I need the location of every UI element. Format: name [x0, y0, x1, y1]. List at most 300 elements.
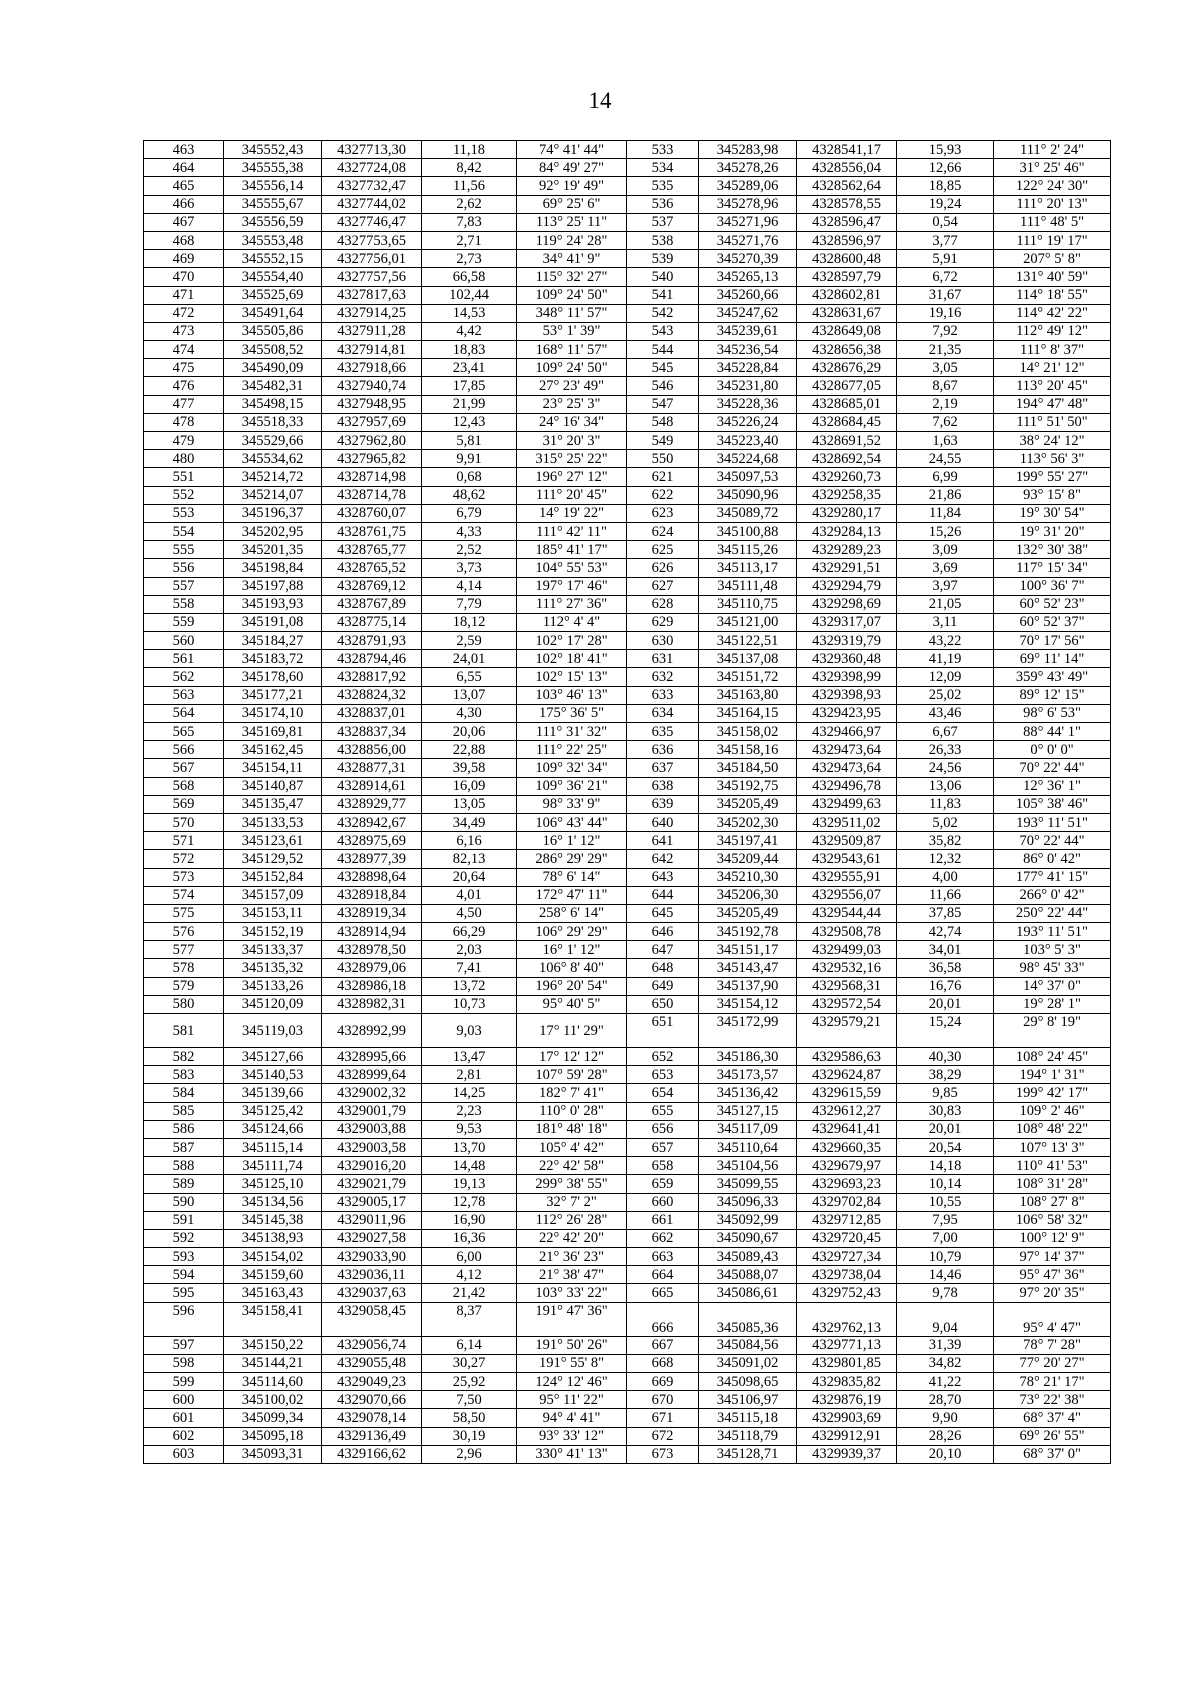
table-row: [144, 1266, 1111, 1284]
right-cell-col2: 345085,36: [699, 1302, 797, 1336]
right-cell-col4: 9,78: [897, 1284, 994, 1302]
right-cell-col5: 111° 8' 37": [994, 341, 1111, 359]
right-cell-col3: 4329762,13: [797, 1302, 897, 1336]
left-cell-col5: 21° 38' 47": [517, 1266, 627, 1284]
left-cell-col3: 4329056,74: [322, 1336, 422, 1354]
left-cell-col5: 34° 41' 9": [517, 250, 627, 268]
left-cell-col4: 7,83: [422, 213, 517, 231]
left-cell-col1: 471: [144, 286, 224, 304]
left-cell-col5: 24° 16' 34": [517, 413, 627, 431]
right-cell-col4: 9,90: [897, 1409, 994, 1427]
right-cell-col4: 1,63: [897, 432, 994, 450]
right-cell-col2: 345265,13: [699, 268, 797, 286]
left-cell-col4: 13,05: [422, 795, 517, 813]
left-cell-col1: 602: [144, 1427, 224, 1445]
right-cell-col2: 345231,80: [699, 377, 797, 395]
right-cell-col1: 534: [627, 159, 699, 177]
table-body: [144, 141, 1111, 1464]
left-cell-col3: 4328942,67: [322, 813, 422, 831]
left-cell-col2: 345183,72: [224, 650, 322, 668]
right-cell-col2: 345137,90: [699, 977, 797, 995]
right-cell-col1: 542: [627, 304, 699, 322]
table-row: [144, 395, 1111, 413]
left-cell-col5: 103° 46' 13": [517, 686, 627, 704]
left-cell-col1: 551: [144, 468, 224, 486]
left-cell-col5: 102° 18' 41": [517, 650, 627, 668]
right-cell-col3: 4328649,08: [797, 322, 897, 340]
right-cell-col3: 4328556,04: [797, 159, 897, 177]
right-cell-col4: 12,32: [897, 850, 994, 868]
right-cell-col3: 4328541,17: [797, 141, 897, 159]
right-cell-col5: 0° 0' 0": [994, 741, 1111, 759]
left-cell-col3: 4327753,65: [322, 231, 422, 249]
right-cell-col1: 669: [627, 1373, 699, 1391]
left-cell-col3: 4329058,45: [322, 1302, 422, 1336]
right-cell-col3: 4328684,45: [797, 413, 897, 431]
left-cell-col5: 31° 20' 3": [517, 432, 627, 450]
right-cell-col2: 345092,99: [699, 1211, 797, 1229]
left-cell-col2: 345114,60: [224, 1373, 322, 1391]
right-cell-col5: 60° 52' 23": [994, 595, 1111, 613]
right-cell-col4: 34,01: [897, 941, 994, 959]
right-cell-col4: 21,05: [897, 595, 994, 613]
right-cell-col4: 7,92: [897, 322, 994, 340]
left-cell-col1: 476: [144, 377, 224, 395]
right-cell-col1: 644: [627, 886, 699, 904]
right-cell-col5: 95° 4' 47": [994, 1302, 1111, 1336]
left-cell-col3: 4328767,89: [322, 595, 422, 613]
left-cell-col4: 6,55: [422, 668, 517, 686]
right-cell-col3: 4329752,43: [797, 1284, 897, 1302]
left-cell-col1: 552: [144, 486, 224, 504]
table-row: [144, 741, 1111, 759]
left-cell-col4: 39,58: [422, 759, 517, 777]
left-cell-col1: 592: [144, 1229, 224, 1247]
right-cell-col1: 535: [627, 177, 699, 195]
table-row: [144, 231, 1111, 249]
left-cell-col5: 191° 50' 26": [517, 1336, 627, 1354]
left-cell-col4: 23,41: [422, 359, 517, 377]
right-cell-col4: 9,85: [897, 1084, 994, 1102]
left-cell-col4: 0,68: [422, 468, 517, 486]
left-cell-col3: 4328977,39: [322, 850, 422, 868]
table-row: [144, 450, 1111, 468]
left-cell-col5: 69° 25' 6": [517, 195, 627, 213]
right-cell-col5: 73° 22' 38": [994, 1391, 1111, 1409]
right-cell-col2: 345088,07: [699, 1266, 797, 1284]
left-cell-col3: 4328914,94: [322, 923, 422, 941]
left-cell-col1: 565: [144, 723, 224, 741]
right-cell-col5: 359° 43' 49": [994, 668, 1111, 686]
left-cell-col5: 110° 0' 28": [517, 1102, 627, 1120]
left-cell-col3: 4328824,32: [322, 686, 422, 704]
right-cell-col5: 266° 0' 42": [994, 886, 1111, 904]
right-cell-col3: 4329771,13: [797, 1336, 897, 1354]
left-cell-col1: 599: [144, 1373, 224, 1391]
left-cell-col2: 345555,38: [224, 159, 322, 177]
right-cell-col5: 97° 14' 37": [994, 1248, 1111, 1266]
left-cell-col1: 579: [144, 977, 224, 995]
right-cell-col1: 622: [627, 486, 699, 504]
right-cell-col5: 70° 22' 44": [994, 759, 1111, 777]
table-row: [144, 959, 1111, 977]
left-cell-col2: 345525,69: [224, 286, 322, 304]
left-cell-col3: 4327914,25: [322, 304, 422, 322]
right-cell-col3: 4329496,78: [797, 777, 897, 795]
right-cell-col4: 15,24: [897, 1014, 994, 1048]
left-cell-col4: 7,41: [422, 959, 517, 977]
left-cell-col4: 4,30: [422, 704, 517, 722]
left-cell-col3: 4327957,69: [322, 413, 422, 431]
right-cell-col3: 4329543,61: [797, 850, 897, 868]
right-cell-col5: 194° 1' 31": [994, 1066, 1111, 1084]
left-cell-col4: 9,53: [422, 1120, 517, 1138]
right-cell-col4: 13,06: [897, 777, 994, 795]
right-cell-col5: 111° 2' 24": [994, 141, 1111, 159]
left-cell-col2: 345201,35: [224, 541, 322, 559]
right-cell-col1: 636: [627, 741, 699, 759]
right-cell-col2: 345111,48: [699, 577, 797, 595]
table-row: [144, 1354, 1111, 1372]
right-cell-col3: 4329508,78: [797, 923, 897, 941]
table-row: [144, 377, 1111, 395]
right-cell-col3: 4328578,55: [797, 195, 897, 213]
right-cell-col4: 6,67: [897, 723, 994, 741]
right-cell-col3: 4329473,64: [797, 759, 897, 777]
left-cell-col5: 106° 43' 44": [517, 813, 627, 831]
table-row: [144, 1211, 1111, 1229]
right-cell-col3: 4328677,05: [797, 377, 897, 395]
left-cell-col3: 4327724,08: [322, 159, 422, 177]
left-cell-col1: 556: [144, 559, 224, 577]
left-cell-col1: 563: [144, 686, 224, 704]
left-cell-col4: 24,01: [422, 650, 517, 668]
right-cell-col4: 21,35: [897, 341, 994, 359]
right-cell-col5: 113° 56' 3": [994, 450, 1111, 468]
left-cell-col4: 12,78: [422, 1193, 517, 1211]
table-row: [144, 1193, 1111, 1211]
right-cell-col4: 8,67: [897, 377, 994, 395]
left-cell-col1: 564: [144, 704, 224, 722]
table-row: [144, 977, 1111, 995]
right-cell-col5: 193° 11' 51": [994, 813, 1111, 831]
right-cell-col4: 24,56: [897, 759, 994, 777]
right-cell-col1: 662: [627, 1229, 699, 1247]
left-cell-col5: 84° 49' 27": [517, 159, 627, 177]
right-cell-col5: 77° 20' 27": [994, 1354, 1111, 1372]
left-cell-col2: 345140,53: [224, 1066, 322, 1084]
left-cell-col3: 4329136,49: [322, 1427, 422, 1445]
right-cell-col4: 16,76: [897, 977, 994, 995]
table-row: [144, 341, 1111, 359]
left-cell-col5: 111° 27' 36": [517, 595, 627, 613]
left-cell-col1: 593: [144, 1248, 224, 1266]
right-cell-col1: 666: [627, 1302, 699, 1336]
right-cell-col5: 111° 48' 5": [994, 213, 1111, 231]
right-cell-col4: 43,22: [897, 632, 994, 650]
right-cell-col1: 673: [627, 1445, 699, 1463]
left-cell-col3: 4328999,64: [322, 1066, 422, 1084]
table-row: [144, 286, 1111, 304]
right-cell-col1: 664: [627, 1266, 699, 1284]
left-cell-col5: 191° 55' 8": [517, 1354, 627, 1372]
left-cell-col5: 32° 7' 2": [517, 1193, 627, 1211]
right-cell-col1: 638: [627, 777, 699, 795]
table-row: [144, 632, 1111, 650]
left-cell-col1: 596: [144, 1302, 224, 1336]
left-cell-col5: 27° 23' 49": [517, 377, 627, 395]
table-row: [144, 1248, 1111, 1266]
right-cell-col4: 20,01: [897, 995, 994, 1013]
right-cell-col3: 4329702,84: [797, 1193, 897, 1211]
left-cell-col1: 584: [144, 1084, 224, 1102]
table-row: [144, 504, 1111, 522]
left-cell-col5: 119° 24' 28": [517, 231, 627, 249]
right-cell-col2: 345089,43: [699, 1248, 797, 1266]
left-cell-col1: 562: [144, 668, 224, 686]
left-cell-col2: 345202,95: [224, 522, 322, 540]
right-cell-col4: 12,09: [897, 668, 994, 686]
left-cell-col5: 112° 26' 28": [517, 1211, 627, 1229]
left-cell-col3: 4328791,93: [322, 632, 422, 650]
left-cell-col4: 2,59: [422, 632, 517, 650]
left-cell-col1: 588: [144, 1157, 224, 1175]
left-cell-col4: 14,25: [422, 1084, 517, 1102]
right-cell-col4: 4,00: [897, 868, 994, 886]
table-row: [144, 832, 1111, 850]
left-cell-col5: 17° 11' 29": [517, 1014, 627, 1048]
right-cell-col1: 655: [627, 1102, 699, 1120]
left-cell-col1: 569: [144, 795, 224, 813]
left-cell-col1: 463: [144, 141, 224, 159]
right-cell-col3: 4329473,64: [797, 741, 897, 759]
right-cell-col4: 6,72: [897, 268, 994, 286]
right-cell-col4: 10,79: [897, 1248, 994, 1266]
left-cell-col1: 560: [144, 632, 224, 650]
table-row: [144, 668, 1111, 686]
left-cell-col1: 570: [144, 813, 224, 831]
table-row: [144, 268, 1111, 286]
right-cell-col5: 250° 22' 44": [994, 904, 1111, 922]
left-cell-col5: 74° 41' 44": [517, 141, 627, 159]
left-cell-col4: 102,44: [422, 286, 517, 304]
right-cell-col2: 345158,02: [699, 723, 797, 741]
left-cell-col2: 345534,62: [224, 450, 322, 468]
left-cell-col4: 16,09: [422, 777, 517, 795]
right-cell-col3: 4329466,97: [797, 723, 897, 741]
right-cell-col2: 345089,72: [699, 504, 797, 522]
right-cell-col5: 108° 31' 28": [994, 1175, 1111, 1193]
right-cell-col3: 4329532,16: [797, 959, 897, 977]
right-cell-col3: 4329298,69: [797, 595, 897, 613]
right-cell-col1: 631: [627, 650, 699, 668]
right-cell-col4: 30,83: [897, 1102, 994, 1120]
left-cell-col5: 182° 7' 41": [517, 1084, 627, 1102]
right-cell-col3: 4329258,35: [797, 486, 897, 504]
table-row: [144, 795, 1111, 813]
left-cell-col3: 4327962,80: [322, 432, 422, 450]
right-cell-col1: 650: [627, 995, 699, 1013]
table-row: [144, 1175, 1111, 1193]
right-cell-col3: 4329284,13: [797, 522, 897, 540]
table-row: [144, 213, 1111, 231]
left-cell-col4: 2,96: [422, 1445, 517, 1463]
right-cell-col1: 623: [627, 504, 699, 522]
right-cell-col2: 345136,42: [699, 1084, 797, 1102]
left-cell-col5: 286° 29' 29": [517, 850, 627, 868]
right-cell-col3: 4329693,23: [797, 1175, 897, 1193]
table-row: [144, 613, 1111, 631]
left-cell-col5: 16° 1' 12": [517, 941, 627, 959]
left-cell-col5: 94° 4' 41": [517, 1409, 627, 1427]
right-cell-col4: 28,70: [897, 1391, 994, 1409]
left-cell-col4: 25,92: [422, 1373, 517, 1391]
left-cell-col2: 345125,10: [224, 1175, 322, 1193]
left-cell-col1: 573: [144, 868, 224, 886]
left-cell-col4: 9,91: [422, 450, 517, 468]
right-cell-col5: 108° 27' 8": [994, 1193, 1111, 1211]
left-cell-col4: 19,13: [422, 1175, 517, 1193]
left-cell-col3: 4327918,66: [322, 359, 422, 377]
table-row: [144, 177, 1111, 195]
right-cell-col3: 4329280,17: [797, 504, 897, 522]
left-cell-col1: 567: [144, 759, 224, 777]
right-cell-col4: 15,26: [897, 522, 994, 540]
right-cell-col3: 4329572,54: [797, 995, 897, 1013]
left-cell-col3: 4328918,84: [322, 886, 422, 904]
right-cell-col5: 88° 44' 1": [994, 723, 1111, 741]
left-cell-col5: 107° 59' 28": [517, 1066, 627, 1084]
right-cell-col5: 177° 41' 15": [994, 868, 1111, 886]
left-cell-col3: 4328995,66: [322, 1048, 422, 1066]
right-cell-col2: 345104,56: [699, 1157, 797, 1175]
right-cell-col1: 548: [627, 413, 699, 431]
right-cell-col1: 672: [627, 1427, 699, 1445]
right-cell-col5: 105° 38' 46": [994, 795, 1111, 813]
right-cell-col3: 4329317,07: [797, 613, 897, 631]
left-cell-col4: 58,50: [422, 1409, 517, 1427]
right-cell-col2: 345228,36: [699, 395, 797, 413]
right-cell-col3: 4329835,82: [797, 1373, 897, 1391]
right-cell-col3: 4329876,19: [797, 1391, 897, 1409]
page-number: 14: [588, 88, 612, 113]
right-cell-col4: 20,01: [897, 1120, 994, 1138]
right-cell-col3: 4328631,67: [797, 304, 897, 322]
table-row: [144, 141, 1111, 159]
right-cell-col4: 7,62: [897, 413, 994, 431]
left-cell-col2: 345124,66: [224, 1120, 322, 1138]
left-cell-col2: 345144,21: [224, 1354, 322, 1372]
left-cell-col4: 2,03: [422, 941, 517, 959]
right-cell-col1: 546: [627, 377, 699, 395]
right-cell-col1: 671: [627, 1409, 699, 1427]
right-cell-col5: 103° 5' 3": [994, 941, 1111, 959]
right-cell-col4: 9,04: [897, 1302, 994, 1336]
left-cell-col4: 2,62: [422, 195, 517, 213]
left-cell-col2: 345135,32: [224, 959, 322, 977]
right-cell-col1: 654: [627, 1084, 699, 1102]
right-cell-col4: 11,83: [897, 795, 994, 813]
left-cell-col1: 574: [144, 886, 224, 904]
right-cell-col5: 12° 36' 1": [994, 777, 1111, 795]
table-row: [144, 850, 1111, 868]
right-cell-col5: 100° 36' 7": [994, 577, 1111, 595]
left-cell-col1: 466: [144, 195, 224, 213]
right-cell-col2: 345192,78: [699, 923, 797, 941]
left-cell-col1: 578: [144, 959, 224, 977]
left-cell-col4: 5,81: [422, 432, 517, 450]
right-cell-col4: 40,30: [897, 1048, 994, 1066]
left-cell-col1: 566: [144, 741, 224, 759]
right-cell-col3: 4328602,81: [797, 286, 897, 304]
left-cell-col2: 345150,22: [224, 1336, 322, 1354]
right-cell-col3: 4329319,79: [797, 632, 897, 650]
left-cell-col1: 469: [144, 250, 224, 268]
left-cell-col5: 111° 31' 32": [517, 723, 627, 741]
left-cell-col2: 345135,47: [224, 795, 322, 813]
left-cell-col3: 4327713,30: [322, 141, 422, 159]
right-cell-col3: 4329423,95: [797, 704, 897, 722]
right-cell-col5: 14° 37' 0": [994, 977, 1111, 995]
right-cell-col2: 345099,55: [699, 1175, 797, 1193]
right-cell-col3: 4329660,35: [797, 1138, 897, 1156]
left-cell-col2: 345100,02: [224, 1391, 322, 1409]
right-cell-col2: 345110,64: [699, 1138, 797, 1156]
left-cell-col2: 345152,84: [224, 868, 322, 886]
left-cell-col1: 597: [144, 1336, 224, 1354]
right-cell-col4: 43,46: [897, 704, 994, 722]
right-cell-col1: 649: [627, 977, 699, 995]
right-cell-col3: 4329801,85: [797, 1354, 897, 1372]
left-cell-col4: 34,49: [422, 813, 517, 831]
left-cell-col5: 105° 4' 42": [517, 1138, 627, 1156]
left-cell-col3: 4328775,14: [322, 613, 422, 631]
right-cell-col4: 28,26: [897, 1427, 994, 1445]
left-cell-col4: 9,03: [422, 1014, 517, 1048]
right-cell-col1: 633: [627, 686, 699, 704]
right-cell-col1: 646: [627, 923, 699, 941]
right-cell-col4: 11,66: [897, 886, 994, 904]
right-cell-col2: 345154,12: [699, 995, 797, 1013]
right-cell-col2: 345184,50: [699, 759, 797, 777]
left-cell-col5: 95° 11' 22": [517, 1391, 627, 1409]
left-cell-col3: 4328979,06: [322, 959, 422, 977]
left-cell-col4: 2,71: [422, 231, 517, 249]
right-cell-col5: 199° 42' 17": [994, 1084, 1111, 1102]
right-cell-col4: 3,77: [897, 231, 994, 249]
left-cell-col3: 4329049,23: [322, 1373, 422, 1391]
right-cell-col2: 345106,97: [699, 1391, 797, 1409]
right-cell-col5: 19° 31' 20": [994, 522, 1111, 540]
right-cell-col2: 345115,18: [699, 1409, 797, 1427]
left-cell-col4: 66,29: [422, 923, 517, 941]
left-cell-col3: 4328982,31: [322, 995, 422, 1013]
right-cell-col5: 69° 26' 55": [994, 1427, 1111, 1445]
right-cell-col1: 549: [627, 432, 699, 450]
right-cell-col1: 647: [627, 941, 699, 959]
right-cell-col5: 78° 21' 17": [994, 1373, 1111, 1391]
right-cell-col2: 345137,08: [699, 650, 797, 668]
table-row: [144, 1229, 1111, 1247]
left-cell-col3: 4328978,50: [322, 941, 422, 959]
right-cell-col2: 345122,51: [699, 632, 797, 650]
right-cell-col2: 345226,24: [699, 413, 797, 431]
left-cell-col4: 30,19: [422, 1427, 517, 1445]
left-cell-col1: 557: [144, 577, 224, 595]
left-cell-col5: 109° 36' 21": [517, 777, 627, 795]
right-cell-col2: 345098,65: [699, 1373, 797, 1391]
right-cell-col5: 109° 2' 46": [994, 1102, 1111, 1120]
